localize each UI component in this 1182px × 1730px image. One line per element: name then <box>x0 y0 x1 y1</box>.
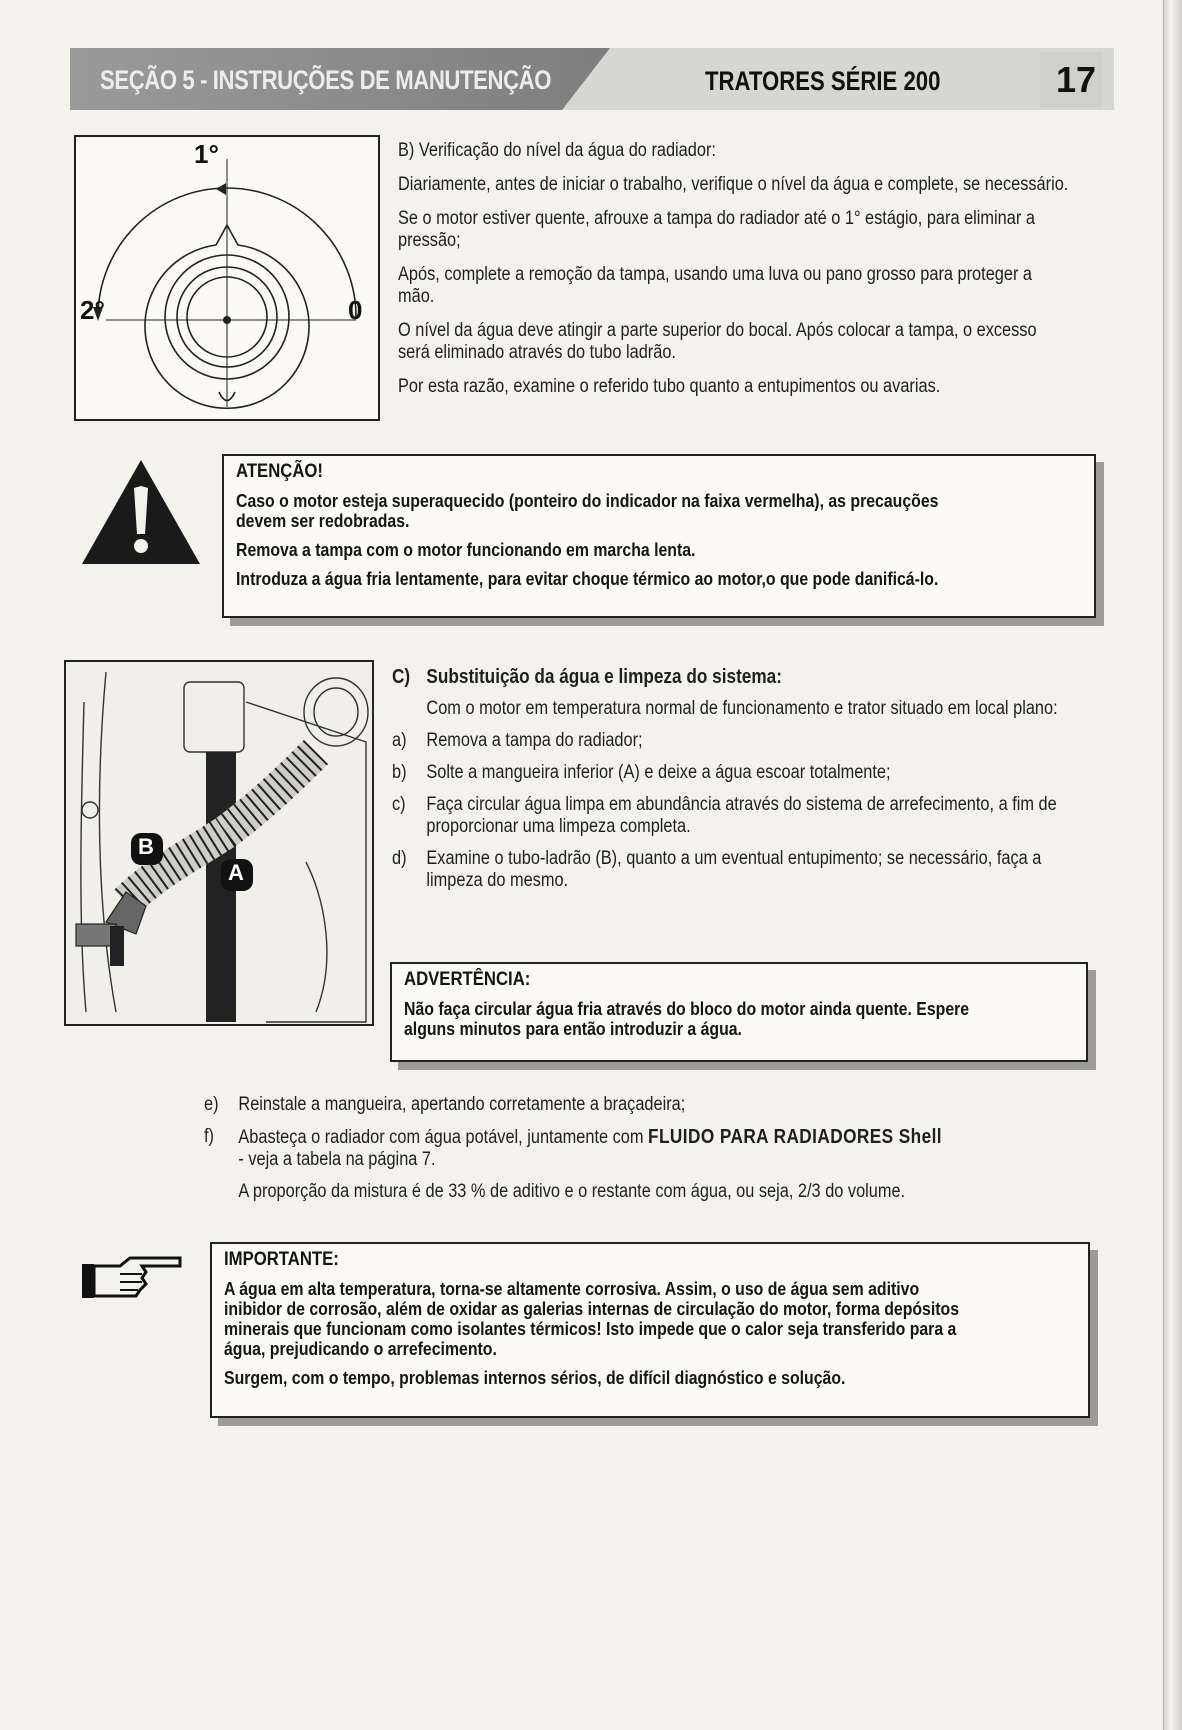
step-f-text-2: - veja a tabela na página 7. <box>238 1149 436 1170</box>
section-b-para-1: Diariamente, antes de iniciar o trabalho, verifique o nível da água e complete, se necessário. <box>398 174 1069 195</box>
section-b-para-3: Após, complete a remoção da tampa, usando uma luva ou pano grosso para proteger a mão. <box>398 264 1033 307</box>
section-c-heading: Substituição da água e limpeza do sistema: <box>426 666 782 688</box>
list-text: Examine o tubo-ladrão (B), quanto a um eventual entupimento; se necessário, faça a limpeza do mesmo. <box>426 848 1042 891</box>
important-para-2: Surgem, com o tempo, problemas internos sérios, de difícil diagnóstico e solução. <box>224 1368 846 1388</box>
warning-box <box>390 962 1088 1062</box>
section-b-text <box>398 140 1071 410</box>
shell-fluid-brand: FLUIDO PARA RADIADORES Shell <box>648 1126 943 1148</box>
section-c-marker: C) <box>392 666 411 688</box>
section-b-para-2: Se o motor estiver quente, afrouxe a tampa do radiador até o 1° estágio, para eliminar a pressão; <box>398 208 1035 251</box>
attention-title: ATENÇÃO! <box>236 461 323 482</box>
attention-box <box>222 454 1096 618</box>
steps-e-f <box>204 1094 1047 1213</box>
important-box <box>210 1242 1090 1418</box>
attention-line-1: Caso o motor esteja superaquecido (ponteiro do indicador na faixa vermelha), as precauções devem ser redobradas. <box>236 491 939 531</box>
list-item <box>392 848 1063 892</box>
attention-content <box>236 462 982 598</box>
series-title: TRATORES SÉRIE 200 <box>705 66 941 96</box>
radiator-hose-figure <box>64 660 374 1026</box>
pointing-hand-icon <box>80 1252 182 1302</box>
list-item <box>204 1126 1047 1171</box>
step-f-text-1: Abasteça o radiador com água potável, juntamente com <box>238 1127 644 1148</box>
list-text: Remova a tampa do radiador; <box>426 730 643 751</box>
page-number: 17 <box>1056 59 1097 100</box>
mixture-proportion: A proporção da mistura é de 33 % de aditivo e o restante com água, ou seja, 2/3 do volume. <box>238 1181 906 1202</box>
page-header <box>70 46 1114 114</box>
list-text: Faça circular água limpa em abundância através do sistema de arrefecimento, a fim de proporcionar uma limpeza completa. <box>426 794 1057 837</box>
section-title: SEÇÃO 5 - INSTRUÇÕES DE MANUTENÇÃO <box>100 65 552 95</box>
label-b: B <box>138 834 154 859</box>
list-marker: d) <box>392 848 407 869</box>
section-b-para-4: O nível da água deve atingir a parte superior do bocal. Após colocar a tampa, o excesso será eliminado através do tubo ladrão. <box>398 320 1037 363</box>
page-edge <box>1163 0 1182 1730</box>
important-title: IMPORTANTE: <box>224 1249 339 1270</box>
section-c-text <box>392 666 1063 902</box>
list-marker: f) <box>204 1126 214 1147</box>
list-marker: b) <box>392 762 407 783</box>
stage-0-label: 0 <box>348 295 363 325</box>
section-b-para-5: Por esta razão, examine o referido tubo quanto a entupimentos ou avarias. <box>398 376 941 397</box>
warning-content <box>404 970 995 1048</box>
stage-2-label: 2° <box>80 295 105 325</box>
list-marker: e) <box>204 1094 219 1115</box>
list-text <box>238 1126 1046 1171</box>
section-c-intro: Com o motor em temperatura normal de funcionamento e trator situado em local plano: <box>426 698 1058 719</box>
warning-text: Não faça circular água fria através do bloco do motor ainda quente. Espere alguns minutos para então introduzir a água. <box>404 999 970 1039</box>
warning-triangle-icon <box>80 458 202 566</box>
label-a: A <box>228 860 244 885</box>
list-item <box>204 1094 1047 1116</box>
attention-line-3: Introduza a água fria lentamente, para evitar choque térmico ao motor,o que pode danificá-lo. <box>236 569 939 589</box>
section-c-heading-row <box>392 666 1063 688</box>
list-item <box>392 762 1063 784</box>
list-text: Solte a mangueira inferior (A) e deixe a água escoar totalmente; <box>426 762 891 783</box>
warning-title: ADVERTÊNCIA: <box>404 969 531 990</box>
section-b-heading: B) Verificação do nível da água do radiador: <box>398 140 716 161</box>
radiator-hose-drawing <box>66 662 372 1024</box>
list-marker: c) <box>392 794 406 815</box>
radiator-cap-drawing <box>76 137 378 419</box>
important-para-1: A água em alta temperatura, torna-se altamente corrosiva. Assim, o uso de água sem aditivo inibidor de corrosão, além de oxidar as galerias internas de circulação do motor, forma depósitos minerais que funcionam como isolantes térmicos! Isto impede que o calor seja transferido para a água, prejudicando o arrefecimento. <box>224 1279 960 1359</box>
important-content <box>224 1250 976 1397</box>
radiator-cap-figure <box>74 135 380 421</box>
list-item <box>392 794 1063 838</box>
list-marker: a) <box>392 730 407 751</box>
list-item <box>392 730 1063 752</box>
proportion-row <box>204 1181 1047 1203</box>
stage-1-label: 1° <box>194 139 219 169</box>
section-c-intro-row <box>392 698 1063 720</box>
list-text: Reinstale a mangueira, apertando corretamente a braçadeira; <box>238 1094 686 1115</box>
attention-line-2: Remova a tampa com o motor funcionando em marcha lenta. <box>236 540 696 560</box>
